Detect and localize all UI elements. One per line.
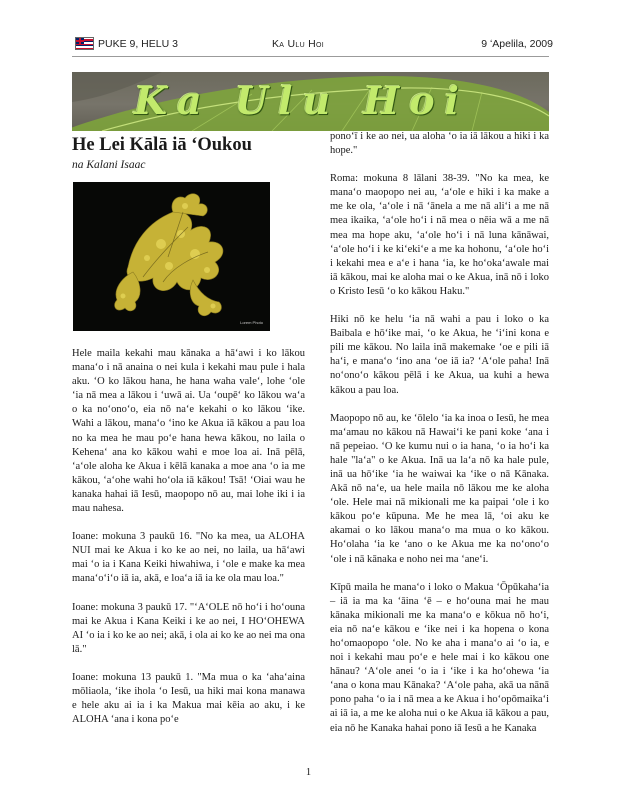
photo-credit: Lorem Photo xyxy=(240,320,263,325)
header-rule xyxy=(72,56,549,57)
paragraph: Ioane: mokuna 3 paukū 16. "No ka mea, ua ALOHA NUI mai ke Akua i ko ke ao nei, no laila, ua hāʻawi mai ʻo ia i Kana Keiki hiwahiwa, i ʻole e make ka mea manaʻoʻiʻo iā ia, akā, e loaʻa iā ia ke ola mau loa." xyxy=(72,531,305,585)
masthead-banner xyxy=(72,72,549,131)
paragraph: Kīpū maila he manaʻo i loko o Makua ʻŌpūkahaʻia – iā ia ma ka ʻāina ʻē – e hoʻouna mai he mau kānaka mikionali me ka manaʻo e kōkua nō hoʻi, eia nō naʻe kākou e ʻike nei i ka hopena o kona hoʻomaopopo ʻole. No ke aha i manaʻo ai ʻo ia, e noi i kekahi mau poʻe e hele mai i ko kākou one hānau? ʻAʻole anei ʻo ia i ʻike i ka hoʻohewa ʻia ʻana o kona mau Kānaka? ʻAʻole paha, akā ua nānā pono paha ʻo ia i nā mea a ke Akua i hoʻopōmaikaʻi ai iā ia, a me ke aloha nui o ke Akua iā kākou a pau, eia nō he Kanaka hahai pono iā Iesū a he Kanaka xyxy=(330,581,549,734)
issue-label: PUKE 9, HELU 3 xyxy=(98,38,178,50)
seaweed-image xyxy=(73,182,270,331)
page-number: 1 xyxy=(305,767,312,778)
article-column-1 xyxy=(72,347,305,741)
article-title: He Lei Kālā iā ʻOukou xyxy=(72,135,252,155)
seaweed-photo xyxy=(73,182,270,331)
article-column-2 xyxy=(330,130,549,750)
paragraph: Maopopo nō au, ke ʻōlelo ʻia ka inoa o Iesū, he mea maʻamau no kākou nā Hawaiʻi ke pani koke ʻana i nā pepeiao. ʻO ke kumu nui o ia hana, ʻo ia hoʻi ka hale "laʻa" o ke Akua. Inā ua laʻa nō ka hale pule, inā ua hōʻike ʻia he waiwai ka ʻike o nā Kānaka. Akā nō naʻe, ua hele maila nō lākou me ke aloha ʻole. Hele mai nā mikionali me ka paipai ʻole i ko kākou poʻe kūpuna. Me he mea lā, ʻoi aku ke akamai o ko lākou manaʻo ma mua o ko kākou. Hoʻolaha ʻia ke ʻano o ke Akua me ka noʻonoʻo ʻole i nā kānaka e noho nei ma ʻaneʻi. xyxy=(330,412,549,565)
paragraph: Ioane: mokuna 13 paukū 1. "Ma mua o ka ʻahaʻaina mōliaola, ʻike ihola ʻo Iesū, ua hiki mai kona manawa e hele aku ai ia i ka Makua mai kēia ao aku, i ke ALOHA ʻana i kona poʻe xyxy=(72,671,305,726)
paragraph: Ioane: mokuna 3 paukū 17. "ʻAʻOLE nō hoʻi i hoʻouna mai ke Akua i Kana Keiki i ke ao nei, I HOʻOHEWA AI ʻo ia i ko ke ao nei; akā, i ola ai ko ke ao nei ma ona lā." xyxy=(72,601,305,655)
paragraph: Roma: mokuna 8 lālani 38-39. "No ka mea, ke manaʻo maopopo nei au, ʻaʻole e hiki i ka make a me ke ola, ʻaʻole i nā ʻānela a me nā aliʻi a me nā mea ikaika, ʻaʻole hoʻi i nā mea o nēia wā a me nā mea ma hope aku, ʻaʻole hoʻi i nā luna kānāwai, ʻaʻole hoʻi i ke kiʻekiʻe a me ka hohonu, ʻaʻole hoʻi i kekahi mea e aʻe i hana ʻia, ke hoʻokaʻawale mai iā kākou, mai ke aloha mai o ke Akua, inā nō i loko o Kristo Iesū ʻo ko kākou Haku." xyxy=(330,173,549,297)
masthead-title: Ka Ulu Hoi xyxy=(134,78,469,123)
article-author: na Kalani Isaac xyxy=(72,159,146,171)
paragraph: Hiki nō ke helu ʻia nā wahi a pau i loko o ka Baibala e hōʻike mai, ʻo ke Akua, he ʻiʻini kona e pili me kākou. No laila inā makemake ʻoe e pili iā haʻi, e manaʻo ʻino ana ʻoe iā ia? ʻAʻole paha! Inā noʻonoʻo kākou pēlā i ke Akua, ua kuhi a hewa kākou a pau loa. xyxy=(330,314,549,396)
paragraph: ponoʻī i ke ao nei, ua aloha ʻo ia iā lākou a hiki i ka hope." xyxy=(330,131,549,157)
issue-date: 9 ʻApelila, 2009 xyxy=(481,38,553,50)
newspaper-name: Ka Ulu Hoi xyxy=(272,38,325,50)
hawaii-flag-icon xyxy=(75,37,94,50)
paragraph: Hele maila kekahi mau kānaka a hāʻawi i ko lākou manaʻo i nā anaina o nei kula i kekahi mau pule i hala aku. ʻO ko lākou hana, he hana waha valeʻ, lohe ʻole ʻia nā mea a lākou i ʻuwā ai. Ua ʻoupēʻ ko lākou waʻa o ka noʻonoʻo, eia nō naʻe kekahi o ko lākou ʻike. Wahi a lākou, manaʻo ʻino ke Akua iā kākou a pau loa no ka mea he mau poʻe hana hewa kākou, no laila o Kehenaʻ ana ko kākou wahi e moe loa ai. Inā pēlā, ʻaʻole aloha ke Akua i kēlā kanaka a moe ana ʻo ia me kākou, ʻaʻohe wahi hoʻola iā kākou! Tsā! ʻOiai wau he kanaka hahai iā Iesū, maopopo nō au, mai lohe iki i ia mau nahesa. xyxy=(72,348,305,515)
